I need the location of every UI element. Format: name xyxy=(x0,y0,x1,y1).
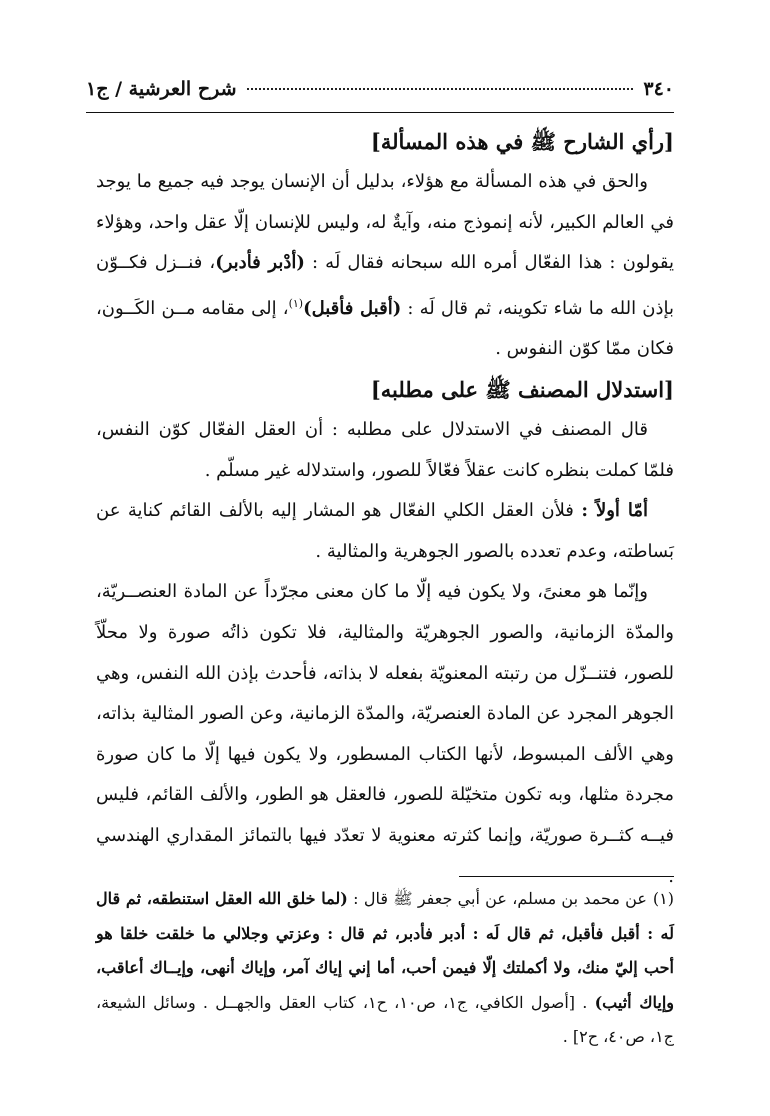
paragraph-author-argument: قال المصنف في الاستدلال على مطلبه : أن العقل الفعّال كوّن النفس، فلمّا كملت بنظره كانت عقلاً فعّالاً للصور، واستدلاله غير مسلّم . xyxy=(96,418,674,481)
footnote-number: (١) xyxy=(652,889,674,908)
text-run: والحق في هذه المسألة مع هؤلاء، بدليل أن الإنسان يوجد فيه جميع ما يوجد في العالم الكبير، لأنه إنموذج منه، وآيةٌ له، وليس للإنسان إلّا عقل واحد، وهؤلاء يقولون : هذا الفعّال أمره الله سبحانه فقال لَه : xyxy=(96,171,674,274)
quote-retreat: (أدْبر فأدبر) xyxy=(215,252,305,274)
book-title: شرح العرشية / ج١ xyxy=(86,78,237,100)
section-heading-author-argument: [استدلال المصنف ﷺ على مطلبه] xyxy=(370,376,674,402)
text-run: ، إلى مقامه مــن الكَــون، فكان ممّا كوّن النفوس . xyxy=(96,297,674,360)
text-run: ، فنــزل فكــوّن بإذن الله ما شاء تكوينه، ثم قال لَه : xyxy=(96,252,674,319)
footnote-citation: . [أصول الكافي، ج١، ص١٠، ح١، كتاب العقل والجهــل . وسائل الشيعة، ج١، ص٤٠، ح٢] . xyxy=(96,992,674,1046)
header-rule xyxy=(86,112,674,113)
footnote-hadith: (لما خلق الله العقل استنطقه، ثم قال لَه : أقبل فأقبل، ثم قال لَه : أدبر فأدبر، ثم قال : وعزتي وجلالي ما خلقت خلقا هو أحب إليّ منك، ولا أكملتك إلّا فيمن أحب، أما إني إياك آمر، وإياك أنهى، وإيــاك أعاقب، وإياك أثيب) xyxy=(96,889,675,1012)
footnote-rule xyxy=(459,876,674,877)
header-dot-leader xyxy=(247,88,634,90)
section-heading-commentator-opinion: [رأي الشارح ﷺ في هذه المسألة] xyxy=(370,129,674,154)
running-header xyxy=(86,78,674,100)
page-number: ٣٤٠ xyxy=(643,78,674,100)
paragraph-meaning: وإنّما هو معنىً، ولا يكون فيه إلّا ما كان معنى مجرّداً عن المادة العنصــريّة، والمدّة الزمانية، والصور الجوهريّة والمثالية، فلا تكون ذاتُه صورة ولا محلّاً للصور، فتنــزّل من رتبته المعنويّة بفعله لا بذاته، فأحدث بإذن الله النفس، وهي الجوهر المجرد عن المادة العنصريّة، والمدّة الزمانية، وعن الصور المثالية بذاته، وهي الألف المبسوط، لأنها الكتاب المسطور، ولا يكون فيها إلّا ما كان صورة مجردة مثلها، وبه تكون متخيّلة للصور، فالعقل هو الطور، والألف القائم، فليس فيــه كثــرة صوريّة، وإنما كثرته معنوية لا تعدّد فيها بالتمائز المقداري الهندسي . xyxy=(96,581,674,887)
paragraph-commentator-opinion xyxy=(96,162,674,370)
quote-approach: (أقبل فأقبل) xyxy=(303,297,402,319)
first-point-lead: أمّا أولاً : xyxy=(581,500,648,522)
footnote xyxy=(96,882,674,1055)
main-text xyxy=(96,122,674,897)
footnote-reference[interactable]: (١) xyxy=(288,296,304,310)
paragraph-first-point xyxy=(96,491,674,572)
text-run: فلأن العقل الكلي الفعّال هو المشار إليه بالألف القائم كناية عن بَساطته، وعدم تعدده بالصور الجوهرية والمثالية . xyxy=(96,500,674,562)
footnote-source: عن محمد بن مسلم، عن أبي جعفر ﷺ قال : xyxy=(353,889,647,908)
